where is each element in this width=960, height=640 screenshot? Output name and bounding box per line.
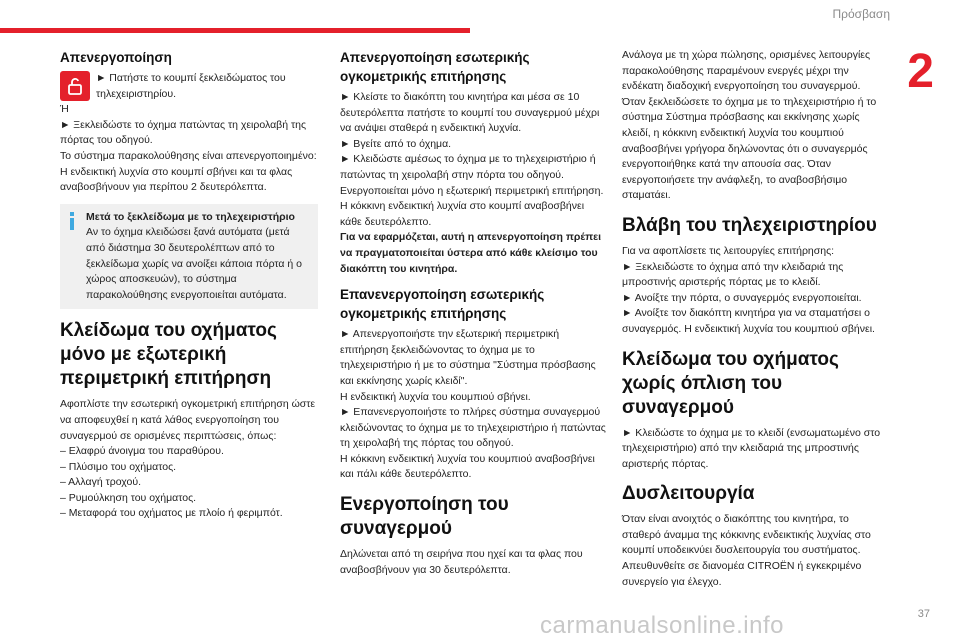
interior-step-2: ► Βγείτε από το όχημα. [340, 137, 452, 150]
heading-interior-deactivation: Απενεργοποίηση εσωτερικής ογκομετρικής επιτήρησης [340, 50, 530, 84]
deactivation-step-1-text: ► Πατήστε το κουμπί ξεκλειδώματος του τηλεχειριστηρίου. [96, 72, 286, 100]
monitoring-intro: Ανάλογα με τη χώρα πώλησης, ορισμένες λειτουργίες παρακολούθησης παραμένουν ενεργές μέχρι την ενδέκατη διαδοχική ενεργοποίηση του συναγερμού. Όταν ξεκλειδώσετε το όχημα με το τηλεχειριστήριο ή το σύστημα Σύστημα πρόσβασης και εκκίνησης χωρίς κλειδί, η κόκκινη ενδεικτική λυχνία του κουμπιού αναβοσβήνει γρήγορα δηλώνοντας ότι ο συναγερμός ενεργοποιήθηκε κατά την απουσία σας. Όταν ενεργοποιήσετε την ανάφλεξη, το αναβοσβήσιμο σταματάει. [622, 49, 877, 202]
reactivation-mid: Η ενδεικτική λυχνία του κουμπιού σβήνει. [340, 390, 531, 403]
lock-intro: Αφοπλίστε την εσωτερική ογκομετρική επιτήρηση ώστε να αποφευχθεί η κατά λάθος ενεργοποίηση του συναγερμού σε ορισμένες περιπτώσεις, όπως: [60, 398, 316, 442]
reactivation-step-2: ► Επανενεργοποιήστε το πλήρες σύστημα συναγερμού κλειδώνοντας το όχημα με το τηλεχειριστήριο ή πατώντας τη χειρολαβή της πόρτας του οδηγού. [340, 406, 606, 450]
list-item: – Αλλαγή τροχού. [60, 476, 142, 489]
info-box [60, 204, 318, 310]
column-3 [622, 48, 884, 590]
column-2 [340, 48, 608, 578]
deactivation-result: Το σύστημα παρακολούθησης είναι απενεργοποιημένο: Η ενδεικτική λυχνία στο κουμπί σβήνει και τα φλας αναβοσβήνουν για περίπου 2 δευτερόλεπτα. [60, 149, 317, 194]
list-item: – Ρυμούλκηση του οχήματος. [60, 491, 197, 504]
failure-step-1: ► Ξεκλειδώστε το όχημα από την κλειδαριά της μπροστινής αριστερής πόρτας με το κλειδί. [622, 260, 844, 289]
list-item: – Μεταφορά του οχήματος με πλοίο ή φεριμπότ. [60, 507, 283, 520]
unlock-button-icon [60, 71, 90, 101]
reactivation-result: Η κόκκινη ενδεικτική λυχνία του κουμπιού αναβοσβήνει και πάλι κάθε δευτερόλεπτο. [340, 452, 595, 481]
list-item: – Ελαφρύ άνοιγμα του παραθύρου. [60, 445, 224, 458]
heading-remote-failure: Βλάβη του τηλεχειριστηρίου [622, 214, 877, 236]
info-text: Αν το όχημα κλειδώσει ξανά αυτόματα (μετά από διάστημα 30 δευτερολέπτων από το ξεκλείδωμα χωρίς να ανοίξει κάποια πόρτα ή ο χώρος αποσκευών), το σύστημα παρακολούθησης ενεργοποιείται αυτόματα. [86, 226, 302, 301]
heading-malfunction: Δυσλειτουργία [622, 483, 755, 505]
heading-deactivation: Απενεργοποίηση [60, 50, 172, 65]
interior-note: Για να εφαρμόζεται, αυτή η απενεργοποίηση πρέπει να πραγματοποιείται ύστερα από κάθε κλείσιμο του διακόπτη του κινητήρα. [340, 231, 602, 275]
interior-step-1: ► Κλείστε το διακόπτη του κινητήρα και μέσα σε 10 δευτερόλεπτα πατήστε το κουμπί του συναγερμού μέχρι να ανάψει σταθερά η ενδεικτική λυχνία. [340, 91, 600, 135]
header-accent-bar [0, 28, 470, 33]
failure-intro: Για να αφοπλίσετε τις λειτουργίες επιτήρησης: [622, 244, 835, 257]
interior-result: Ενεργοποιείται μόνο η εξωτερική περιμετρική επιτήρηση. Η κόκκινη ενδεικτική λυχνία στο κουμπί αναβοσβήνει κάθε δευτερόλεπτο. [340, 184, 604, 228]
page-number: 37 [917, 608, 930, 620]
info-title: Μετά το ξεκλείδωμα με το τηλεχειριστήριο [86, 210, 295, 223]
column-1 [60, 48, 318, 522]
cases-list [60, 444, 318, 522]
heading-lock-without-alarm: Κλείδωμα του οχήματος χωρίς όπλιση του συναγερμού [622, 348, 839, 418]
section-title: Πρόσβαση [832, 7, 890, 21]
or-label: Ή [60, 103, 69, 116]
deactivation-step-1 [60, 71, 318, 102]
list-item: – Πλύσιμο του οχήματος. [60, 460, 177, 473]
info-icon [66, 212, 78, 228]
heading-lock-perimeter: Κλείδωμα του οχήματος μόνο με εξωτερική περιμετρική επιτήρηση [60, 320, 277, 390]
deactivation-step-2: ► Ξεκλειδώστε το όχημα πατώντας τη χειρολαβή της πόρτας του οδηγού. [60, 118, 307, 147]
interior-step-3: ► Κλειδώστε αμέσως το όχημα με το τηλεχειριστήριο ή πατώντας τη χειρολαβή στην πόρτα του οδηγού. [340, 153, 596, 181]
chapter-number: 2 [907, 45, 934, 98]
reactivation-step-1: ► Απενεργοποιήστε την εξωτερική περιμετρική επιτήρηση ξεκλειδώνοντας το όχημα με το τηλεχειριστήριο ή με το σύστημα "Σύστημα πρόσβασης και εκκίνησης χωρίς κλειδί". [340, 328, 596, 387]
heading-interior-reactivation: Επανενεργοποίηση εσωτερικής ογκομετρικής επιτήρησης [340, 287, 545, 322]
alarm-triggered-text: Δηλώνεται από τη σειρήνα που ηχεί και τα φλας που αναβοσβήνουν για 30 δευτερόλεπτα. [340, 548, 583, 576]
lock-without-alarm-step: ► Κλειδώστε το όχημα με το κλειδί (ενσωματωμένο στο τηλεχειριστήριο) από την κλειδαριά της μπροστινής αριστερής πόρτας. [622, 426, 881, 470]
failure-step-3: ► Ανοίξτε τον διακόπτη κινητήρα για να σταματήσει ο συναγερμός. Η ενδεικτική λυχνία του κουμπιού σβήνει. [622, 307, 875, 335]
heading-alarm-triggered: Ενεργοποίηση του συναγερμού [340, 494, 509, 540]
watermark: carmanualsonline.info [540, 612, 784, 639]
failure-step-2: ► Ανοίξτε την πόρτα, ο συναγερμός ενεργοποιείται. [622, 291, 862, 304]
malfunction-text: Όταν είναι ανοιχτός ο διακόπτης του κινητήρα, το σταθερό άναμμα της κόκκινης ενδεικτικής λυχνίας στο κουμπί υποδεικνύει δυσλειτουργία του συστήματος. Απευθυνθείτε σε διανομέα CITROËN ή εγκεκριμένο συνεργείο για έλεγχο. [622, 513, 871, 588]
